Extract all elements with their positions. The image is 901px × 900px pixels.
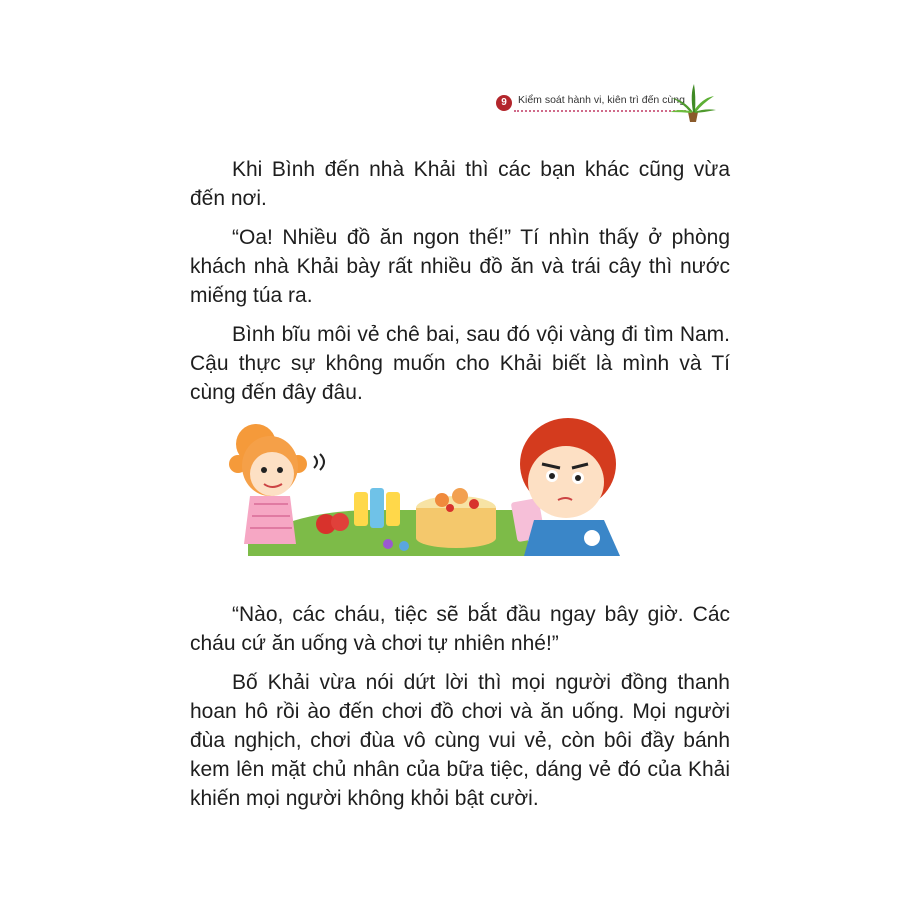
party-illustration: [228, 404, 620, 556]
paragraph: “Oa! Nhiều đồ ăn ngon thế!” Tí nhìn thấy ở phòng khách nhà Khải bày rất nhiều đồ ăn và trái cây thì nước miếng túa ra.: [190, 226, 730, 307]
chapter-number-badge: 9: [496, 95, 512, 111]
paragraph: Bố Khải vừa nói dứt lời thì mọi người đồng thanh hoan hô rồi ào đến chơi đồ chơi và ăn uống. Mọi người đùa nghịch, chơi đùa vô cùng vui vẻ, còn bôi đầy bánh kem lên mặt chủ nhân của bữa tiệc, dáng vẻ đó của Khải khiến mọi người không khỏi bật cười.: [190, 671, 730, 810]
paragraph: Khi Bình đến nhà Khải thì các bạn khác cũng vừa đến nơi.: [190, 158, 730, 210]
paragraph: “Nào, các cháu, tiệc sẽ bắt đầu ngay bây giờ. Các cháu cứ ăn uống và chơi tự nhiên nhé!”: [190, 603, 730, 655]
text-block-bottom: [190, 600, 730, 823]
text-block-top: [190, 155, 730, 417]
chapter-title: Kiểm soát hành vi, kiên trì đến cùng: [518, 94, 685, 106]
plant-icon: [668, 82, 718, 122]
paragraph: Bình bĩu môi vẻ chê bai, sau đó vội vàng đi tìm Nam. Cậu thực sự không muốn cho Khải biết là mình và Tí cùng đến đây đâu.: [190, 323, 730, 404]
header-divider: [514, 110, 686, 112]
page-header: [496, 82, 726, 122]
boy-character: [520, 418, 620, 556]
